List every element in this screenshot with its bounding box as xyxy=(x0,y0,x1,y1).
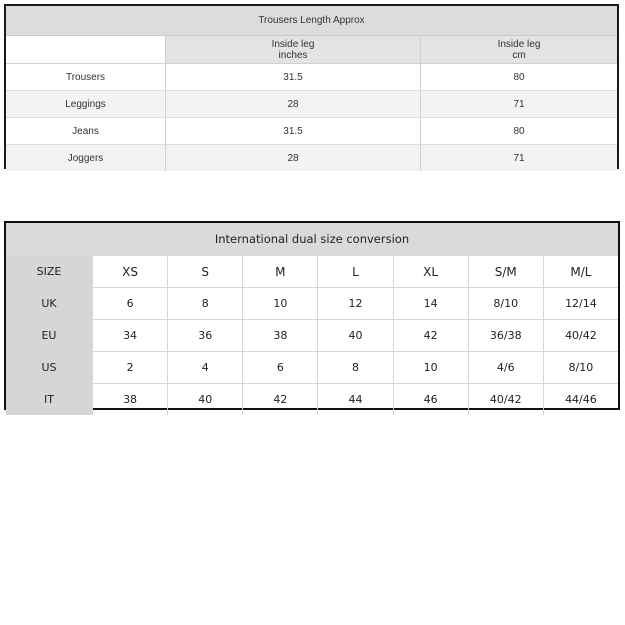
row-label: EU xyxy=(6,320,92,351)
table-row xyxy=(6,287,618,319)
table-cell: 40/42 xyxy=(543,320,618,351)
size-header-cell: M xyxy=(242,256,317,287)
header-cm-line2: cm xyxy=(512,49,526,61)
table-cell: 12 xyxy=(317,288,392,319)
table-cell: 36/38 xyxy=(468,320,543,351)
header-empty-cell xyxy=(6,36,165,63)
row-inches: 31.5 xyxy=(165,118,420,144)
size-header-cell: S/M xyxy=(468,256,543,287)
size-conversion-table xyxy=(4,221,620,410)
table-cell: 10 xyxy=(242,288,317,319)
table-cell: 34 xyxy=(92,320,167,351)
row-cm: 80 xyxy=(420,64,617,90)
table-cell: 10 xyxy=(393,352,468,383)
table-cell: 40 xyxy=(317,320,392,351)
table-cell: 40 xyxy=(167,384,242,415)
size-header-cell: XL xyxy=(393,256,468,287)
table-cell: 8/10 xyxy=(468,288,543,319)
table-cell: 44 xyxy=(317,384,392,415)
table-row xyxy=(6,64,617,91)
row-inches: 28 xyxy=(165,91,420,117)
table-cell: 2 xyxy=(92,352,167,383)
table-cell: 4/6 xyxy=(468,352,543,383)
trousers-length-table xyxy=(4,4,619,169)
table-cell: 4 xyxy=(167,352,242,383)
size-header-cell: XS xyxy=(92,256,167,287)
row-name: Trousers xyxy=(65,71,106,83)
size-header-cell: S xyxy=(167,256,242,287)
table-header-row xyxy=(6,36,617,64)
row-inches: 31.5 xyxy=(165,64,420,90)
table-cell: 38 xyxy=(92,384,167,415)
row-cm: 71 xyxy=(420,91,617,117)
row-label: IT xyxy=(6,384,92,415)
size-header-cell: M/L xyxy=(543,256,618,287)
row-name: Joggers xyxy=(67,152,104,164)
table-row xyxy=(6,383,618,415)
table-cell: 38 xyxy=(242,320,317,351)
size-header-cell: L xyxy=(317,256,392,287)
table-cell: 40/42 xyxy=(468,384,543,415)
table-cell: 8 xyxy=(167,288,242,319)
row-label: US xyxy=(6,352,92,383)
table-title: Trousers Length Approx xyxy=(6,6,617,36)
table-cell: 42 xyxy=(393,320,468,351)
row-cm: 80 xyxy=(420,118,617,144)
header-inches xyxy=(165,36,420,63)
table-cell: 12/14 xyxy=(543,288,618,319)
row-name: Jeans xyxy=(72,125,99,137)
size-header-row xyxy=(6,255,618,287)
header-cm-line1: Inside leg xyxy=(497,38,541,50)
table-cell: 8 xyxy=(317,352,392,383)
table-row xyxy=(6,91,617,118)
header-cm xyxy=(420,36,617,63)
table-cell: 6 xyxy=(92,288,167,319)
row-inches: 28 xyxy=(165,145,420,171)
row-cm: 71 xyxy=(420,145,617,171)
header-inches-line1: Inside leg xyxy=(271,38,315,50)
table-cell: 44/46 xyxy=(543,384,618,415)
table-title: International dual size conversion xyxy=(6,223,618,255)
table-cell: 6 xyxy=(242,352,317,383)
table-row xyxy=(6,118,617,145)
table-row xyxy=(6,351,618,383)
size-header-label: SIZE xyxy=(6,256,92,287)
table-cell: 36 xyxy=(167,320,242,351)
header-inches-line2: inches xyxy=(278,49,308,61)
table-cell: 42 xyxy=(242,384,317,415)
table-cell: 8/10 xyxy=(543,352,618,383)
table-cell: 14 xyxy=(393,288,468,319)
row-name: Leggings xyxy=(65,98,106,110)
table-row xyxy=(6,145,617,171)
table-cell: 46 xyxy=(393,384,468,415)
table-row xyxy=(6,319,618,351)
row-label: UK xyxy=(6,288,92,319)
